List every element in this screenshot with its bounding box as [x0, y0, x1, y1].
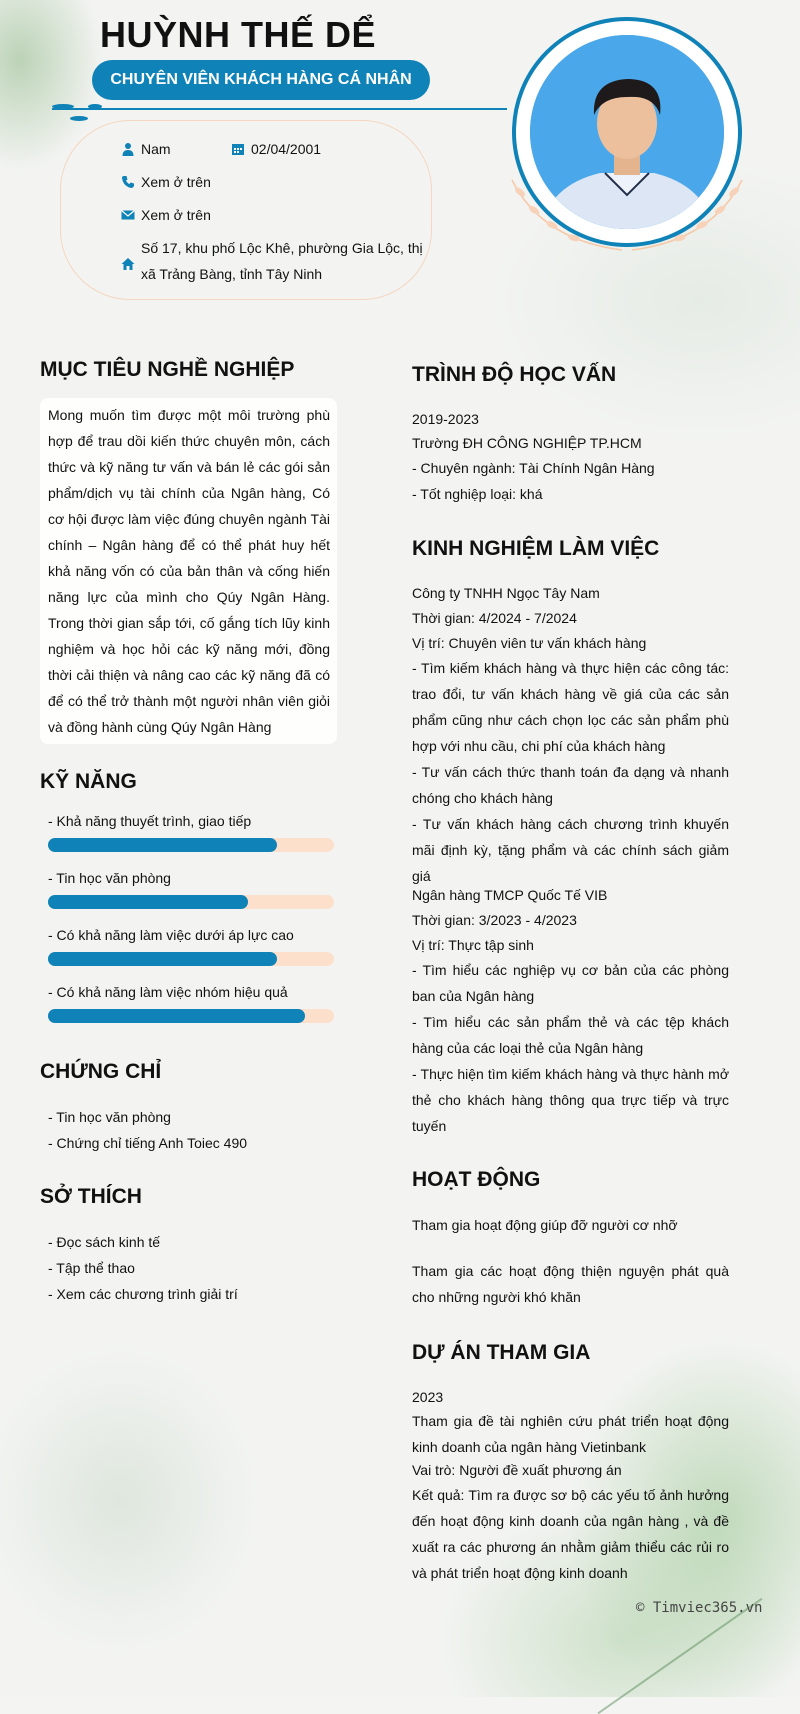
education-title: TRÌNH ĐỘ HỌC VẤN — [412, 363, 617, 386]
objective-text: Mong muốn tìm được một môi trường phù hợp để trau dồi kiến thức chuyên môn, cách thức và kỹ năng tư vấn và bán lẻ các gói sản phẩm/dịch vụ tài chính của Ngân hàng, Có cơ hội được làm việc đúng chuyên ngành Tài chính – Ngân hàng để có thể phát huy hết khả năng vốn có của bản thân và cống hiến năng lực của mình cho Qúy Ngân Hàng. Trong thời gian sắp tới, cố gắng tích lũy kinh nghiệm và học hỏi các kỹ năng mới, đồng thời cải thiện và nâng cao các kỹ năng đã có để có thể trở thành một người nhân viên giỏi và đồng hành cùng Qúy Ngân Hàng — [48, 407, 330, 735]
candidate-name: HUỲNH THẾ DỂ — [100, 14, 377, 55]
experience-title: KINH NGHIỆM LÀM VIỆC — [412, 537, 660, 560]
skills-title: KỸ NĂNG — [40, 770, 137, 793]
skill-bar-fill — [48, 838, 277, 852]
gender-row — [121, 136, 171, 162]
email-value: Xem ở trên — [141, 207, 211, 223]
job-task: - Tìm kiếm khách hàng và thực hiện các công tác: trao đổi, tư vấn khách hàng về giá của các sản phẩm cũng như cách chọn lọc các sản phẩm phù hợp với nhu cầu, chi phí của khách hàng — [412, 660, 729, 754]
project-role: Vai trò: Người đề xuất phương án — [412, 1462, 622, 1478]
skill-bar-fill — [48, 895, 248, 909]
skill-label: - Có khả năng làm việc nhóm hiệu quả — [48, 984, 288, 1000]
certificates-title: CHỨNG CHỈ — [40, 1060, 162, 1083]
skill-bar-fill — [48, 1009, 305, 1023]
phone-icon — [121, 175, 135, 189]
profile-photo — [530, 35, 724, 229]
job-company: Ngân hàng TMCP Quốc Tế VIB — [412, 887, 608, 903]
project-result: Kết quả: Tìm ra được sơ bộ các yếu tố ảnh hưởng đến hoạt động kinh doanh của ngân hàng , và đề xuất ra các phương án nhằm giảm thiểu các rủi ro và phát triển hoạt động kinh doanh — [412, 1487, 729, 1581]
skill-bar — [48, 1009, 334, 1023]
job-task: - Tư vấn khách hàng cách chương trình khuyến mãi định kỳ, tặng phẩm và các chính sách giảm giá — [412, 816, 729, 884]
address-line-1: Số 17, khu phố Lộc Khê, phường Gia Lộc, thị — [141, 240, 423, 256]
gender-value: Nam — [141, 141, 171, 157]
job-company: Công ty TNHH Ngọc Tây Nam — [412, 585, 600, 601]
decorative-dot — [52, 104, 74, 109]
job-task: - Tìm hiểu các sản phẩm thẻ và các tệp khách hàng của các loại thẻ của Ngân hàng — [412, 1014, 729, 1056]
job-role: Vị trí: Chuyên viên tư vấn khách hàng — [412, 635, 647, 651]
skill-bar — [48, 838, 334, 852]
phone-row — [121, 169, 211, 195]
header-divider — [52, 108, 507, 110]
certificate-item: - Tin học văn phòng — [48, 1109, 171, 1125]
job-time: Thời gian: 4/2024 - 7/2024 — [412, 610, 577, 626]
projects-title: DỰ ÁN THAM GIA — [412, 1341, 591, 1364]
project-year: 2023 — [412, 1389, 444, 1405]
address-value — [141, 235, 423, 287]
birthday-row — [231, 136, 321, 162]
position-badge: CHUYÊN VIÊN KHÁCH HÀNG CÁ NHÂN — [92, 60, 430, 100]
skill-label: - Có khả năng làm việc dưới áp lực cao — [48, 927, 294, 943]
education-major: - Chuyên ngành: Tài Chính Ngân Hàng — [412, 460, 655, 476]
calendar-icon — [231, 142, 245, 156]
skill-label: - Tin học văn phòng — [48, 870, 171, 886]
address-line-2: xã Trảng Bàng, tỉnh Tây Ninh — [141, 266, 323, 282]
hobby-item: - Tập thể thao — [48, 1260, 135, 1276]
job-time: Thời gian: 3/2023 - 4/2023 — [412, 912, 577, 928]
footer-brand: © Timviec365.vn — [636, 1600, 763, 1616]
hobby-item: - Đọc sách kinh tế — [48, 1234, 161, 1250]
certificate-item: - Chứng chỉ tiếng Anh Toiec 490 — [48, 1135, 248, 1151]
home-icon — [121, 257, 135, 271]
email-row — [121, 202, 211, 228]
envelope-icon — [121, 208, 135, 222]
activity-item: Tham gia các hoạt động thiện nguyện phát quà cho những người khó khăn — [412, 1263, 729, 1305]
job-task: - Tư vấn cách thức thanh toán đa dạng và nhanh chóng cho khách hàng — [412, 764, 729, 806]
objective-title: MỤC TIÊU NGHỀ NGHIỆP — [40, 358, 295, 381]
activities-title: HOẠT ĐỘNG — [412, 1168, 541, 1191]
job-task: - Thực hiện tìm kiếm khách hàng và thực hành mở thẻ cho khách hàng thông qua trực tiếp và trực tuyến — [412, 1066, 729, 1134]
skill-label: - Khả năng thuyết trình, giao tiếp — [48, 813, 252, 829]
project-name: Tham gia đề tài nghiên cứu phát triển hoạt động kinh doanh của ngân hàng Vietinbank — [412, 1413, 729, 1455]
education-grade: - Tốt nghiệp loại: khá — [412, 486, 543, 502]
address-row — [121, 235, 431, 287]
job-role: Vị trí: Thực tập sinh — [412, 937, 534, 953]
person-portrait — [530, 35, 724, 229]
activity-item: Tham gia hoạt động giúp đỡ người cơ nhỡ — [412, 1217, 678, 1233]
skill-bar-fill — [48, 952, 277, 966]
education-school: Trường ĐH CÔNG NGHIỆP TP.HCM — [412, 435, 642, 451]
decorative-dot — [88, 104, 102, 109]
person-icon — [121, 142, 135, 156]
hobby-item: - Xem các chương trình giải trí — [48, 1286, 238, 1302]
hobbies-title: SỞ THÍCH — [40, 1185, 142, 1208]
birthday-value: 02/04/2001 — [251, 141, 322, 157]
education-years: 2019-2023 — [412, 411, 479, 427]
skill-bar — [48, 895, 334, 909]
skill-bar — [48, 952, 334, 966]
decorative-dot — [70, 116, 88, 121]
job-task: - Tìm hiểu các nghiệp vụ cơ bản của các phòng ban của Ngân hàng — [412, 962, 729, 1004]
phone-value: Xem ở trên — [141, 174, 211, 190]
